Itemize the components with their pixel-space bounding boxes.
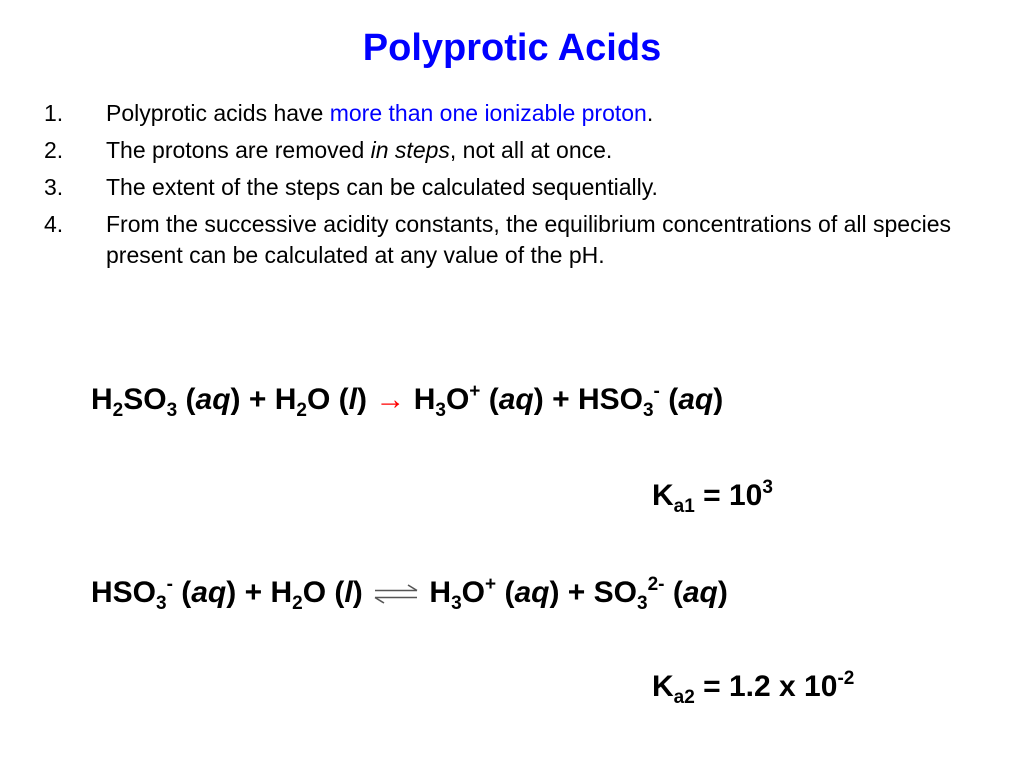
list-text: . bbox=[646, 100, 654, 126]
equilibrium-arrows-icon bbox=[371, 582, 421, 606]
equation-2: $HSO_3^-$ $(aq) + H_2O$ (l) $H_3O^+$ $(aq) + SO_3^{2-}$ (aq) bbox=[91, 574, 728, 614]
list-highlight: more than one ionizable proton bbox=[329, 100, 647, 126]
slide-title: Polyprotic Acids bbox=[362, 27, 662, 69]
list-item bbox=[44, 98, 1004, 129]
list-number: 4. bbox=[44, 211, 64, 237]
ka2-value: $K_{a2} = 1.2$ x $10^{-2}$ bbox=[652, 668, 855, 708]
list-text: The extent of the steps can be calculated sequentially. bbox=[106, 174, 658, 200]
list-item bbox=[44, 135, 1004, 166]
equation-1: $H_2SO_3$ $(aq) + H_2O$ $(l) \to H_3O^+$ $(aq) + HSO_3^-$ (aq) bbox=[91, 381, 724, 421]
list-number: 3. bbox=[44, 174, 64, 200]
list-text: Polyprotic acids have bbox=[106, 100, 330, 126]
list-item bbox=[44, 172, 1004, 203]
list-number: 1. bbox=[44, 100, 64, 126]
list-text: The protons are removed bbox=[106, 137, 371, 163]
list-text: From the successive acidity constants, the equilibrium concentrations of all species present can be calculated at any value of the pH. bbox=[106, 211, 952, 268]
list-number: 2. bbox=[44, 137, 64, 163]
ka1-value: $K_{a1} = 10^3$ bbox=[652, 477, 773, 517]
bullet-list bbox=[44, 98, 1004, 277]
forward-arrow-icon: → bbox=[375, 383, 406, 416]
list-item bbox=[44, 209, 1004, 271]
list-text: , not all at once. bbox=[449, 137, 613, 163]
list-italic: in steps bbox=[370, 137, 450, 163]
